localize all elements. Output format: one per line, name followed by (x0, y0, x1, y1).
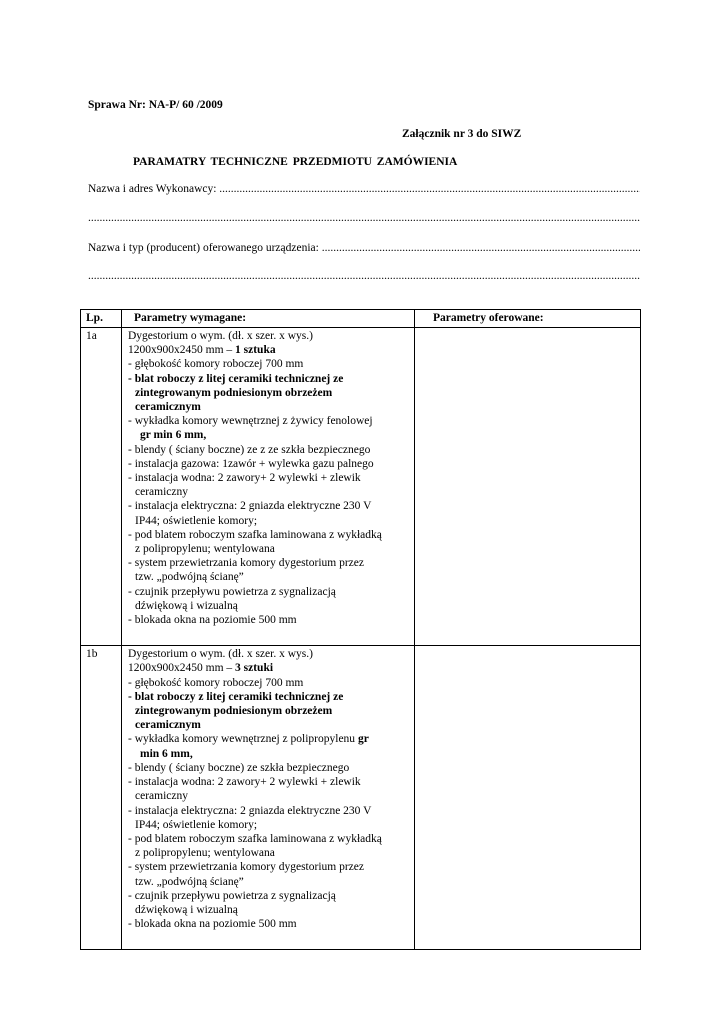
spec-line: ceramiczny (135, 790, 188, 803)
spec-line: IP44; oświetlenie komory; (135, 818, 258, 831)
spec-line: zintegrowanym podniesionym obrzeżem (135, 705, 333, 718)
spec-line: - instalacja elektryczna: 2 gniazda elektryczne 230 V (128, 500, 372, 513)
item-quantity: 1 sztuka (235, 344, 276, 357)
spec-line: - blendy ( ściany boczne) ze szkła bezpiecznego (128, 761, 350, 774)
item-title: Dygestorium o wym. (dł. x szer. x wys.) (128, 648, 313, 661)
spec-line: - blat roboczy z litej ceramiki technicznej ze (128, 372, 344, 385)
spec-line: gr min 6 mm, (140, 429, 207, 442)
spec-line: - wykładka komory wewnętrznej z polipropylenu gr (128, 733, 369, 746)
device-name-line-2[interactable] (88, 270, 640, 282)
spec-line: ceramiczny (135, 486, 188, 499)
spec-line: IP44; oświetlenie komory; (135, 514, 258, 527)
spec-line: - wykładka komory wewnętrznej z żywicy fenolowej (128, 415, 373, 428)
spec-line: - blokada okna na poziomie 500 mm (128, 614, 297, 627)
spec-line: - blendy ( ściany boczne) ze z ze szkła bezpiecznego (128, 443, 371, 456)
device-label: Nazwa i typ (producent) oferowanego urządzenia: (88, 242, 319, 254)
spec-line: - system przewietrzania komory dygestorium przez (128, 557, 364, 570)
contractor-name-line[interactable] (88, 183, 640, 195)
spec-line: - instalacja wodna: 2 zawory+ 2 wylewki + zlewik (128, 776, 361, 789)
document-title: PARAMATRY TECHNICZNE PRZEDMIOTU ZAMÓWIENIA (133, 156, 458, 168)
parameters-table (80, 309, 641, 950)
spec-line: ceramicznym (135, 719, 201, 732)
spec-line: - czujnik przepływu powietrza z sygnalizacją (128, 889, 336, 902)
spec-line: min 6 mm, (140, 747, 193, 760)
offered-parameters-cell[interactable] (415, 646, 641, 950)
spec-line: - instalacja wodna: 2 zawory+ 2 wylewki + zlewik (128, 472, 361, 485)
table-row (81, 328, 641, 646)
item-dimensions: 1200x900x2450 mm – 1 sztuka (128, 344, 276, 357)
required-parameters (122, 646, 415, 950)
spec-line: z polipropylenu; wentylowana (135, 847, 275, 860)
contractor-label: Nazwa i adres Wykonawcy: (88, 183, 217, 195)
spec-line: - blat roboczy z litej ceramiki technicznej ze (128, 690, 344, 703)
spec-line: - blokada okna na poziomie 500 mm (128, 918, 297, 931)
row-number: 1b (81, 646, 122, 950)
offered-parameters-cell[interactable] (415, 328, 641, 646)
spec-line: z polipropylenu; wentylowana (135, 543, 275, 556)
header-offered: Parametry oferowane: (415, 310, 641, 328)
spec-line: - pod blatem roboczym szafka laminowana z wykładką (128, 832, 382, 845)
contractor-name-line-2[interactable] (88, 212, 640, 224)
device-name-line[interactable] (88, 242, 640, 254)
spec-line: dźwiękową i wizualną (135, 599, 238, 612)
case-number: Sprawa Nr: NA-P/ 60 /2009 (88, 99, 223, 111)
spec-line: dźwiękową i wizualną (135, 903, 238, 916)
spec-line: - instalacja gazowa: 1zawór + wylewka gazu palnego (128, 457, 374, 470)
row-number: 1a (81, 328, 122, 646)
attachment-label: Załącznik nr 3 do SIWZ (402, 128, 522, 140)
spec-line: - głębokość komory roboczej 700 mm (128, 676, 304, 689)
spec-line: - system przewietrzania komory dygestorium przez (128, 861, 364, 874)
item-title: Dygestorium o wym. (dł. x szer. x wys.) (128, 330, 313, 342)
spec-line: zintegrowanym podniesionym obrzeżem (135, 386, 333, 399)
table-header-row (81, 310, 641, 328)
required-parameters (122, 328, 415, 646)
spec-line: - pod blatem roboczym szafka laminowana z wykładką (128, 528, 382, 541)
spec-line: tzw. „podwójną ścianę” (135, 875, 244, 888)
header-required: Parametry wymagane: (122, 310, 415, 328)
item-quantity: 3 sztuki (235, 662, 274, 675)
spec-line: - instalacja elektryczna: 2 gniazda elektryczne 230 V (128, 804, 372, 817)
item-dimensions: 1200x900x2450 mm – 3 sztuki (128, 662, 274, 675)
header-lp: Lp. (81, 310, 122, 328)
spec-line: ceramicznym (135, 401, 201, 414)
spec-line: - głębokość komory roboczej 700 mm (128, 358, 304, 371)
spec-line: tzw. „podwójną ścianę” (135, 571, 244, 584)
table-row (81, 646, 641, 950)
spec-line: - czujnik przepływu powietrza z sygnalizacją (128, 585, 336, 598)
